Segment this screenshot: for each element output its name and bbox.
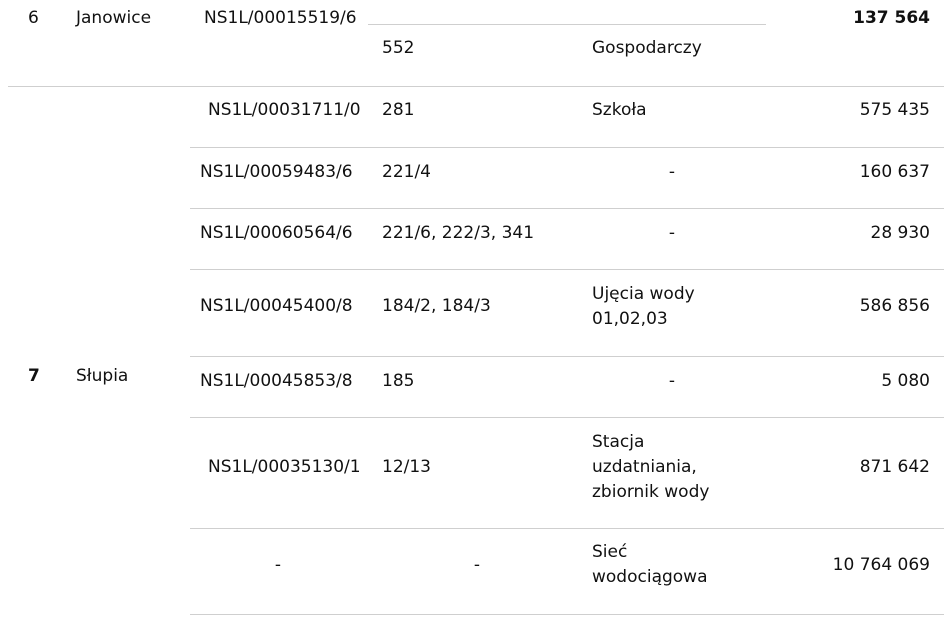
parcel-number: 281 [382,100,415,120]
value: 137 564 [853,8,930,28]
value: 28 930 [870,223,930,243]
divider-row [190,208,944,209]
land-register-number: NS1L/00045853/8 [200,371,353,391]
purpose: Szkoła [592,100,647,120]
divider-row [190,417,944,418]
land-register-number: NS1L/00035130/1 [208,457,361,477]
parcel-number: 552 [382,38,415,58]
land-register-number: NS1L/00059483/6 [200,162,353,182]
purpose: - [668,223,676,243]
land-register-number: - [274,555,282,575]
value: 575 435 [859,100,930,120]
parcel-number: 12/13 [382,457,431,477]
divider-top-inner [368,24,766,25]
parcel-number: 221/6, 222/3, 341 [382,223,535,243]
divider-row [190,269,944,270]
divider-row [190,528,944,529]
purpose: Gospodarczy [592,38,702,58]
divider-row [190,356,944,357]
locality-name: Janowice [76,8,152,28]
value: 5 080 [881,371,930,391]
locality-name: Słupia [76,366,129,386]
purpose: Stacja uzdatniania, zbiornik wody [592,432,710,502]
value: 10 764 069 [832,555,930,575]
divider-row [190,614,944,615]
divider-row [190,147,944,148]
parcel-number: - [473,555,481,575]
value: 586 856 [859,296,930,316]
row-number: 6 [28,8,39,28]
divider-row-6-end [8,86,944,87]
purpose: - [668,162,676,182]
parcel-number: 184/2, 184/3 [382,296,491,316]
land-register-number: NS1L/00060564/6 [200,223,353,243]
land-register-number: NS1L/00015519/6 [204,8,357,28]
parcel-number: 221/4 [382,162,431,182]
land-register-number: NS1L/00031711/0 [208,100,361,120]
purpose: - [668,371,676,391]
value: 871 642 [859,457,930,477]
purpose: Ujęcia wody 01,02,03 [592,284,695,329]
land-register-number: NS1L/00045400/8 [200,296,353,316]
value: 160 637 [859,162,930,182]
purpose: Sieć wodociągowa [592,542,708,587]
row-number: 7 [28,366,40,386]
parcel-number: 185 [382,371,415,391]
